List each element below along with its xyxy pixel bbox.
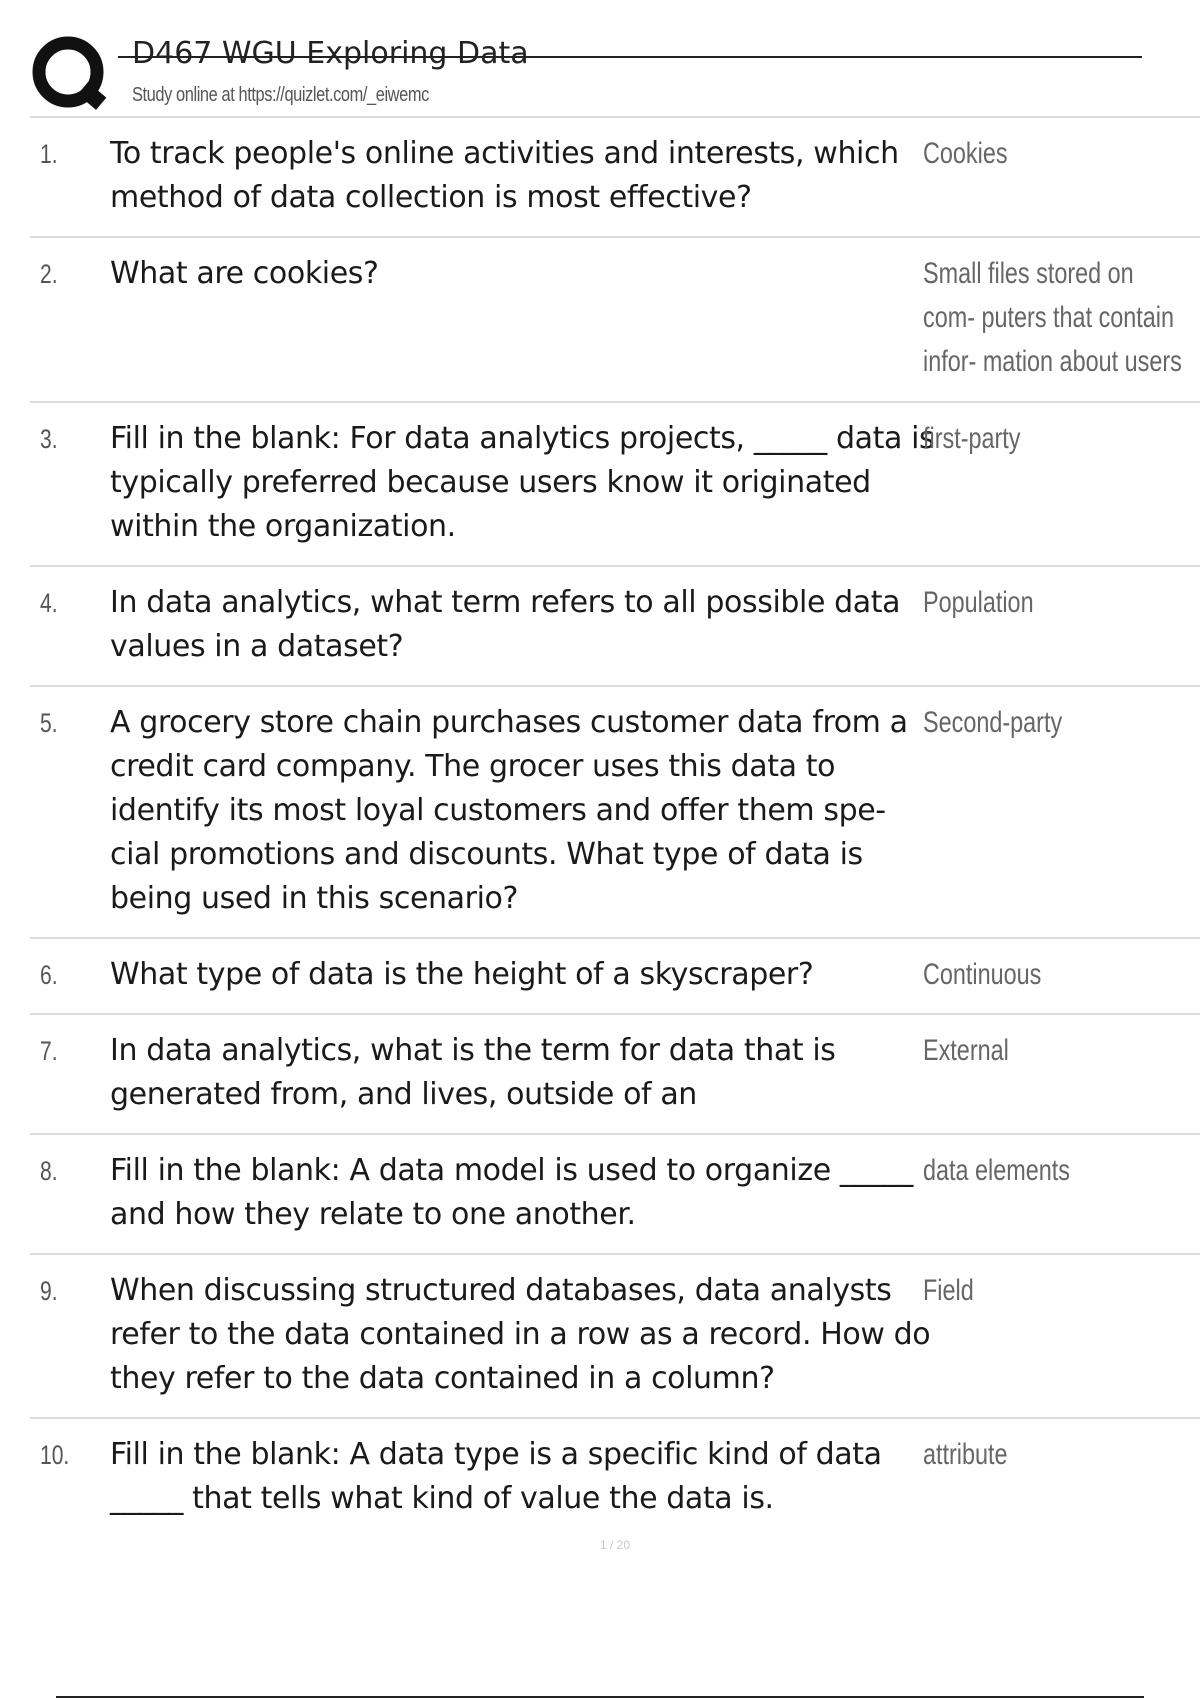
card-answer: first-party	[923, 422, 1021, 455]
card-number: 9.	[40, 1276, 58, 1306]
flashcard	[30, 1013, 1200, 1133]
flashcard-list	[30, 116, 1200, 1537]
card-number: 4.	[40, 588, 58, 618]
card-number: 5.	[40, 708, 58, 738]
flashcard	[30, 1417, 1200, 1537]
card-question: What type of data is the height of a skyscraper?	[110, 957, 814, 992]
flashcard	[30, 116, 1200, 236]
card-answer: External	[923, 1034, 1009, 1067]
card-answer: Continuous	[923, 958, 1042, 991]
flashcard	[30, 565, 1200, 685]
header	[0, 0, 1200, 116]
card-question: When discussing structured databases, data analysts refer to the data contained in a row as a record. How do they refer to the data contained in a column?	[110, 1273, 931, 1396]
flashcard	[30, 236, 1200, 401]
quizlet-q-logo-icon	[30, 32, 112, 114]
flashcard	[30, 1133, 1200, 1253]
page-title: D467 WGU Exploring Data	[132, 36, 529, 71]
card-question: Fill in the blank: For data analytics projects, _____ data is typically preferred because users know it originated within the organization.	[110, 421, 935, 544]
card-number: 6.	[40, 960, 58, 990]
card-number: 1.	[40, 139, 58, 169]
card-number: 2.	[40, 259, 58, 289]
bottom-rule	[56, 1696, 1144, 1698]
card-question: In data analytics, what term refers to all possible data values in a dataset?	[110, 585, 901, 664]
title-rule	[118, 56, 1142, 58]
page-number: 1 / 20	[600, 1538, 631, 1552]
flashcard	[30, 1253, 1200, 1417]
card-number: 10.	[40, 1440, 70, 1470]
flashcard	[30, 401, 1200, 565]
card-question: Fill in the blank: A data model is used to organize _____ and how they relate to one another.	[110, 1153, 913, 1232]
flashcard	[30, 937, 1200, 1013]
card-question: To track people's online activities and interests, which method of data collection is most effective?	[110, 136, 899, 215]
card-answer: Population	[923, 586, 1034, 619]
card-answer: Second-party	[923, 706, 1063, 739]
study-online-link[interactable]: Study online at https://quizlet.com/_eiwemc	[132, 84, 429, 106]
card-answer: data elements	[923, 1154, 1070, 1187]
card-answer: Small files stored on com- puters that contain infor- mation about users	[923, 257, 1182, 378]
flashcard	[30, 685, 1200, 937]
card-number: 3.	[40, 424, 58, 454]
card-question: In data analytics, what is the term for data that is generated from, and lives, outside of an	[110, 1033, 836, 1112]
card-answer: Cookies	[923, 137, 1008, 170]
card-number: 8.	[40, 1156, 58, 1186]
card-question: A grocery store chain purchases customer data from a credit card company. The grocer uses this data to identify its most loyal customers and offer them spe- cial promotions and discounts. What type of data is being used in this scenario?	[110, 705, 908, 916]
card-question: Fill in the blank: A data type is a specific kind of data _____ that tells what kind of value the data is.	[110, 1437, 882, 1516]
card-question: What are cookies?	[110, 256, 379, 291]
card-answer: Field	[923, 1274, 974, 1307]
card-number: 7.	[40, 1036, 58, 1066]
card-answer: attribute	[923, 1438, 1008, 1471]
